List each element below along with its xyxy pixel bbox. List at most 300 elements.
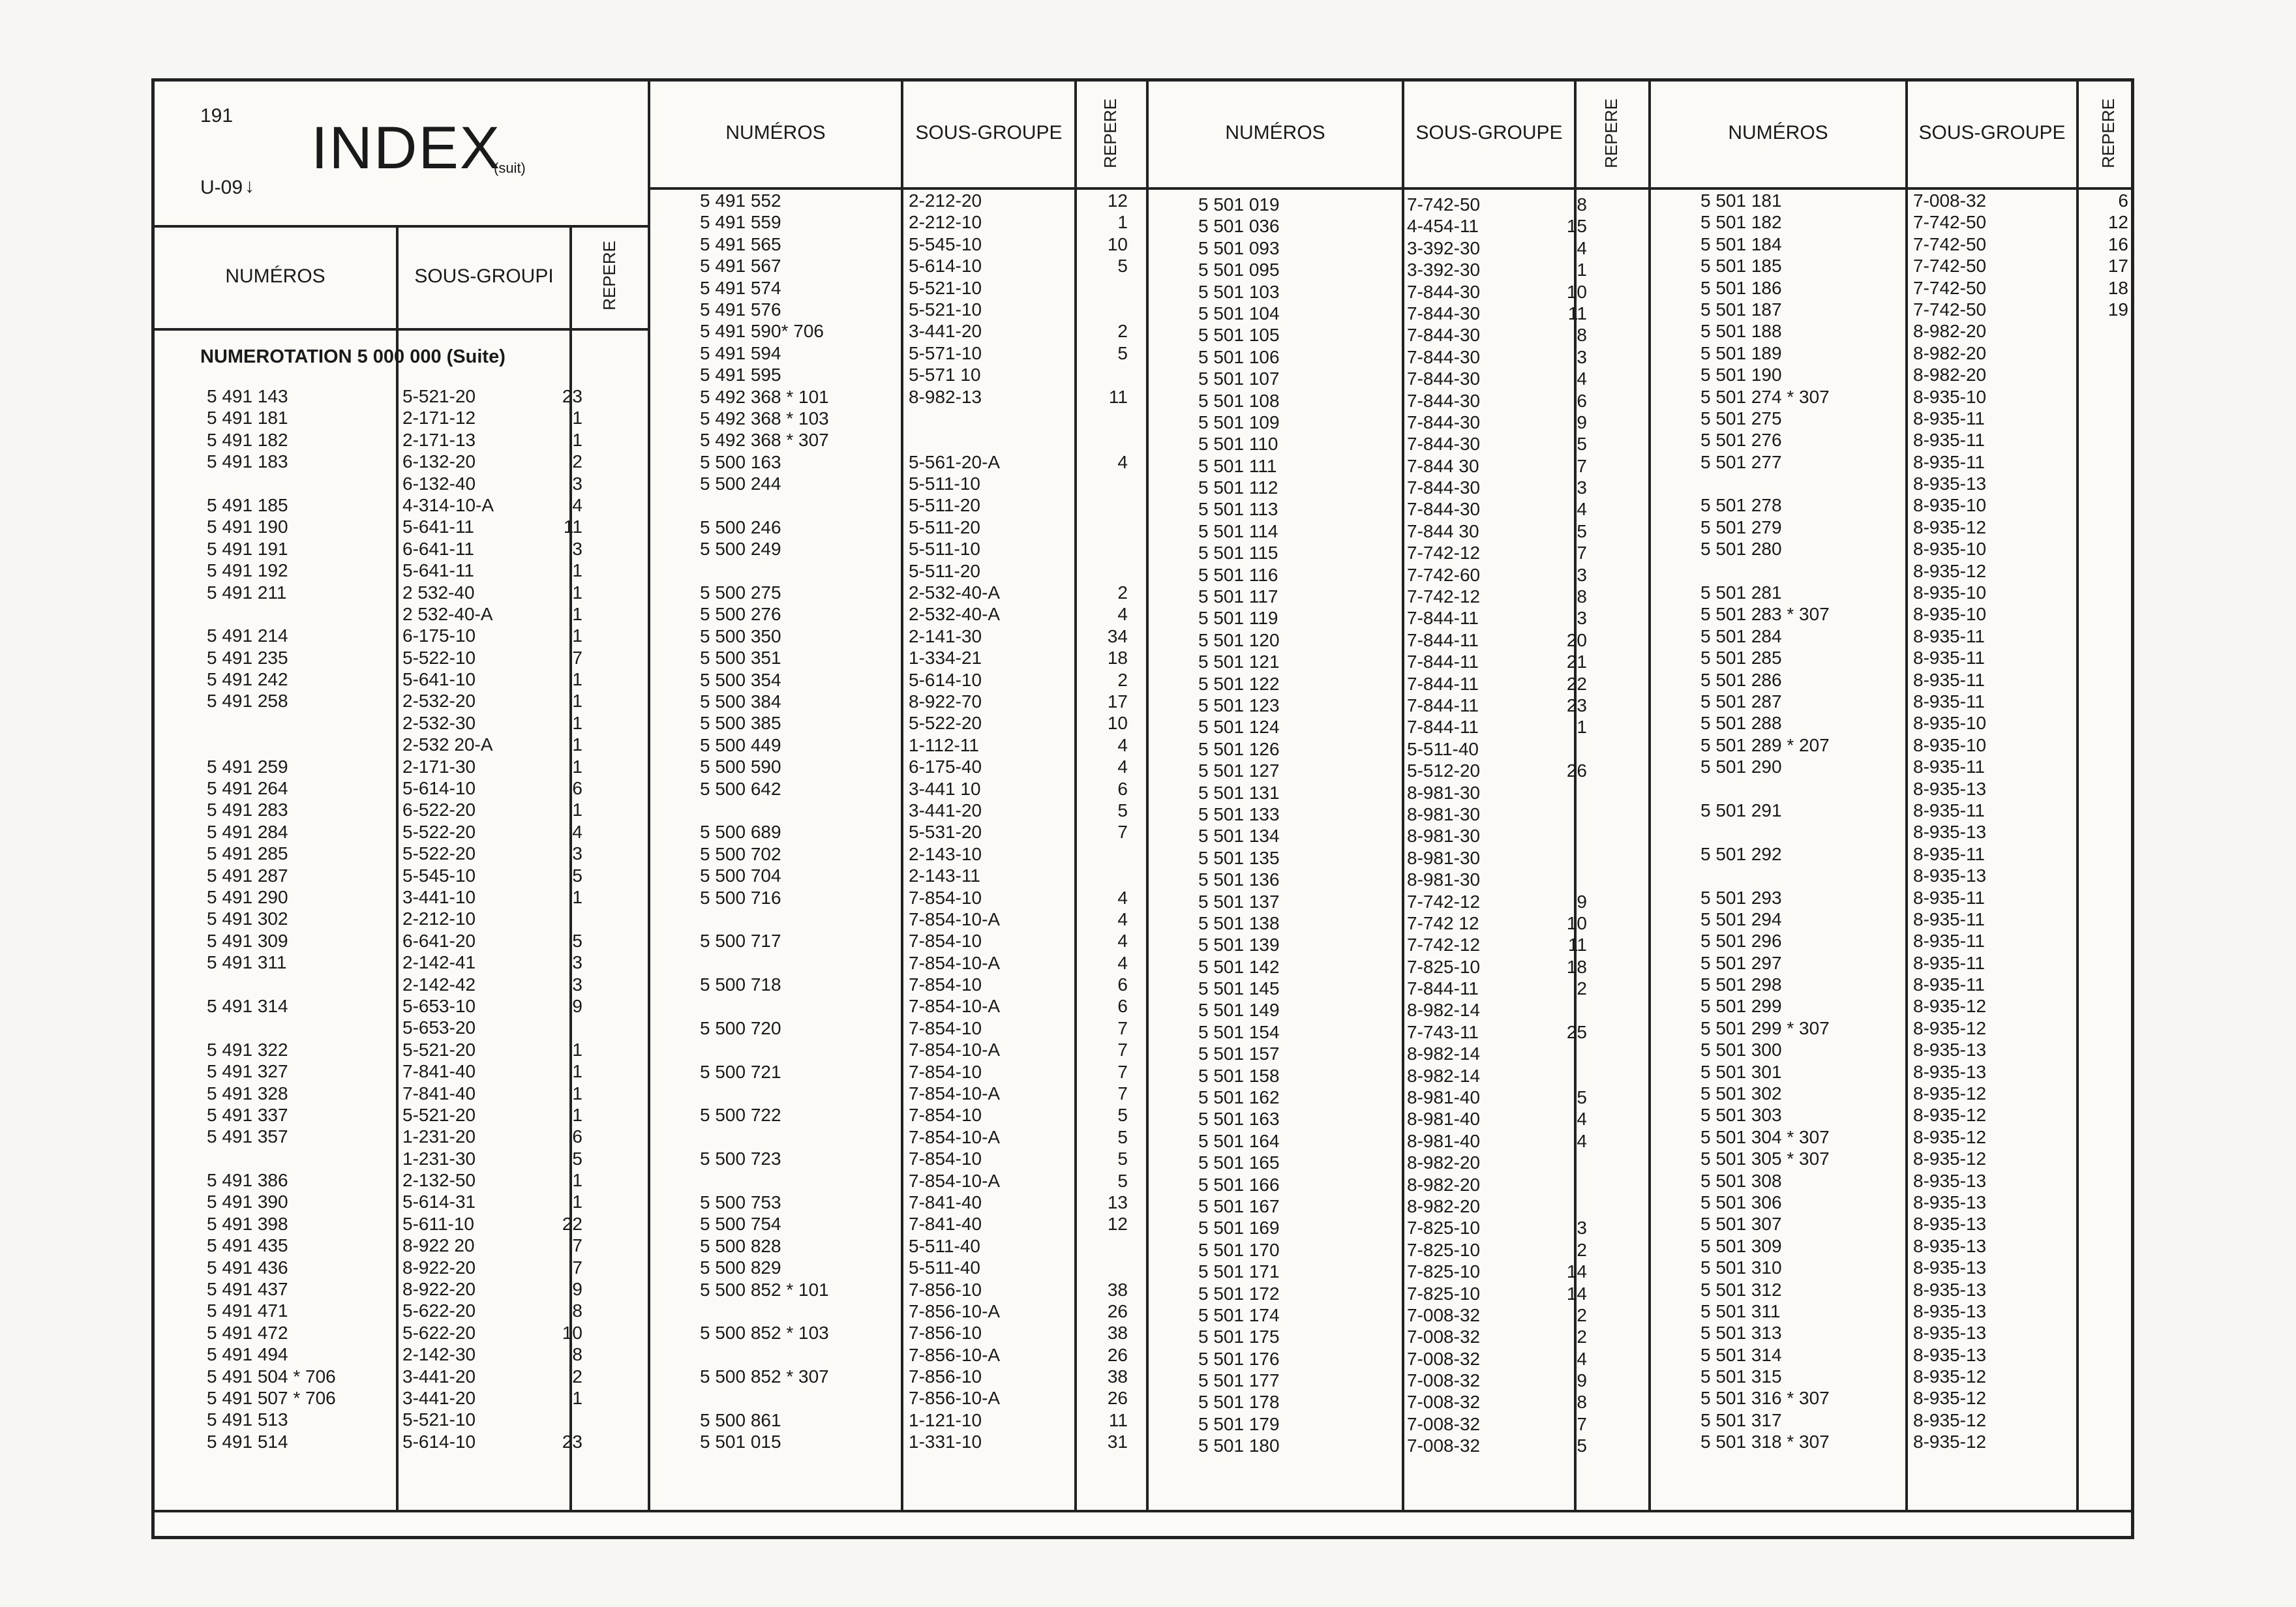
sub-group: 7-008-32 (1407, 1370, 1481, 1391)
part-number: 5 501 275 (1700, 408, 1782, 428)
index-row (1648, 1322, 2137, 1344)
index-row (1648, 1235, 2137, 1257)
sub-group: 3-392-30 (1407, 260, 1481, 280)
index-row (1648, 603, 2137, 625)
repere: 10 (1107, 713, 1128, 734)
part-number: 5 501 281 (1700, 582, 1782, 603)
part-number: 5 501 123 (1198, 695, 1280, 715)
repere: 23 (562, 1431, 582, 1452)
index-row (1146, 455, 1648, 477)
sub-group: 7-008-32 (1913, 190, 1987, 211)
sub-group: 7-844-11 (1407, 652, 1479, 672)
part-number: 5 501 288 (1700, 713, 1782, 734)
part-number: 5 500 689 (700, 822, 781, 843)
part-number: 5 501 108 (1198, 390, 1280, 411)
sub-group: 8-935-12 (1913, 996, 1987, 1017)
index-row (1146, 1370, 1648, 1391)
repere: 7 (572, 647, 582, 668)
repere: 3 (1577, 1218, 1587, 1239)
repere: 4 (1117, 757, 1128, 777)
sub-group: 7-844-30 (1407, 368, 1481, 389)
sub-group: 7-008-32 (1407, 1435, 1481, 1456)
part-number: 5 501 095 (1198, 260, 1280, 280)
index-row (1648, 1366, 2137, 1387)
sub-group: 8-935-11 (1913, 800, 1986, 820)
index-row (648, 517, 1146, 538)
part-number: 5 501 278 (1700, 495, 1782, 516)
repere: 3 (572, 473, 582, 494)
repere: 15 (1566, 216, 1587, 237)
index-row (155, 560, 648, 581)
sub-group: 5-641-10 (402, 669, 476, 690)
part-number: 5 491 565 (700, 233, 781, 254)
index-row (1648, 255, 2137, 277)
part-number: 5 501 312 (1700, 1279, 1782, 1300)
part-number: 5 501 111 (1198, 455, 1277, 476)
index-row (1648, 1192, 2137, 1213)
repere: 3 (1577, 608, 1587, 629)
index-row (1648, 800, 2137, 821)
sub-group: 7-742-12 (1407, 543, 1481, 563)
part-number: 5 491 214 (207, 625, 288, 646)
sub-group: 2-532-40-A (909, 582, 1001, 603)
repere: 1 (572, 712, 582, 733)
sub-group: 7-008-32 (1407, 1327, 1481, 1347)
part-number: 5 492 368 * 103 (700, 408, 829, 428)
sub-group: 7-844-30 (1407, 499, 1481, 520)
repere: 22 (562, 1213, 582, 1234)
repere: 11 (1108, 386, 1128, 407)
repere: 4 (572, 821, 582, 842)
index-row (1648, 1017, 2137, 1039)
part-number: 5 491 594 (700, 342, 781, 363)
repere: 1 (572, 1387, 582, 1408)
index-row (1648, 1344, 2137, 1366)
index-list (1146, 194, 1648, 1457)
repere: 8 (572, 1344, 582, 1365)
sub-group: 7-844-11 (1407, 673, 1479, 694)
repere: 6 (1117, 996, 1128, 1017)
sub-group: 8-935-13 (1913, 865, 1987, 886)
repere: 1 (572, 582, 582, 603)
sub-group: 5-653-10 (402, 995, 476, 1016)
column-header-repere: REPERE (599, 241, 619, 310)
part-number: 5 491 259 (207, 756, 288, 777)
sub-group: 2-142-42 (402, 974, 476, 995)
index-row (1146, 934, 1648, 955)
sub-group: 5-614-10 (909, 256, 982, 277)
sub-group: 8-981-30 (1407, 826, 1481, 847)
sub-group: 5-622-20 (402, 1300, 476, 1321)
part-number: 5 491 552 (700, 190, 781, 211)
sub-group: 7-844-30 (1407, 390, 1481, 411)
sub-group: 7-854-10-A (909, 1040, 1001, 1060)
sub-group: 8-981-40 (1407, 1130, 1481, 1151)
index-sheet (151, 78, 2134, 1539)
repere: 1 (572, 603, 582, 624)
index-row (1648, 386, 2137, 408)
repere: 9 (1577, 412, 1587, 432)
part-number: 5 491 471 (207, 1300, 288, 1321)
repere: 4 (1577, 499, 1587, 520)
repere: 1 (572, 429, 582, 450)
part-number: 5 501 284 (1700, 625, 1782, 646)
index-row (1648, 778, 2137, 800)
sub-group: 8-982-14 (1407, 1044, 1481, 1064)
index-row (648, 995, 1146, 1017)
sub-group: 5-611-10 (402, 1213, 475, 1234)
part-number: 5 501 279 (1700, 517, 1782, 537)
repere: 1 (572, 1192, 582, 1212)
part-number: 5 501 172 (1198, 1283, 1280, 1304)
sub-group: 8-922-70 (909, 691, 982, 712)
part-number: 5 501 306 (1700, 1192, 1782, 1212)
part-number: 5 491 143 (207, 386, 288, 406)
repere: 1 (572, 1039, 582, 1060)
sub-group: 5-641-11 (402, 560, 475, 581)
part-number: 5 500 852 * 307 (700, 1366, 829, 1387)
part-number: 5 500 244 (700, 473, 781, 494)
part-number: 5 501 124 (1198, 717, 1280, 738)
sub-group: 8-981-30 (1407, 847, 1481, 868)
index-row (155, 1409, 648, 1430)
sub-group: 5-561-20-A (909, 451, 1001, 472)
part-number: 5 501 291 (1700, 800, 1782, 820)
index-row (155, 494, 648, 516)
part-number: 5 491 504 * 706 (207, 1366, 336, 1387)
index-row (1648, 211, 2137, 233)
index-row (155, 1387, 648, 1409)
part-number: 5 501 296 (1700, 931, 1782, 952)
part-number: 5 501 131 (1198, 782, 1280, 803)
page-title-suffix: (suit) (494, 160, 526, 176)
repere: 4 (1577, 237, 1587, 258)
sub-group: 7-854-10 (909, 1149, 982, 1169)
sub-group: 2-132-50 (402, 1170, 476, 1191)
repere: 38 (1107, 1366, 1128, 1387)
sub-group: 8-982-20 (1913, 342, 1987, 363)
sub-group: 7-742-50 (1913, 212, 1987, 233)
repere: 7 (572, 1235, 582, 1256)
index-row (155, 1300, 648, 1321)
repere: 7 (1117, 1040, 1128, 1060)
index-row (155, 1017, 648, 1038)
part-number: 5 500 723 (700, 1149, 781, 1169)
repere: 26 (1107, 1344, 1128, 1365)
repere: 9 (1577, 1370, 1587, 1391)
sub-group: 8-982-20 (1913, 321, 1987, 342)
index-row (648, 582, 1146, 603)
part-number: 5 501 283 * 307 (1700, 604, 1830, 625)
repere: 1 (572, 1170, 582, 1191)
index-row (1146, 1304, 1648, 1326)
part-number: 5 501 119 (1198, 608, 1278, 629)
index-row (648, 1257, 1146, 1278)
repere: 1 (572, 1061, 582, 1082)
repere: 9 (572, 1279, 582, 1300)
sub-group: 7-008-32 (1407, 1348, 1481, 1369)
repere: 8 (1577, 1392, 1587, 1413)
repere: 11 (1567, 935, 1587, 955)
index-row (155, 385, 648, 407)
repere: 38 (1107, 1323, 1128, 1344)
index-row (155, 1235, 648, 1256)
sub-group: 8-982-20 (1407, 1152, 1481, 1173)
column-header-numeros: NUMÉROS (1225, 122, 1325, 143)
part-number: 5 491 191 (207, 538, 288, 559)
part-number: 5 501 304 * 307 (1700, 1126, 1830, 1147)
index-row (648, 952, 1146, 974)
repere: 5 (572, 930, 582, 951)
index-row (648, 560, 1146, 582)
part-number: 5 492 368 * 307 (700, 430, 829, 451)
index-row (648, 712, 1146, 734)
part-number: 5 491 590* 706 (700, 321, 824, 342)
index-row (1648, 1409, 2137, 1431)
index-row (1146, 607, 1648, 629)
index-row (155, 974, 648, 995)
sub-group: 7-856-10 (909, 1279, 982, 1300)
part-number: 5 491 190 (207, 517, 288, 537)
index-row (155, 843, 648, 864)
sub-group: 2 532-40-A (402, 603, 493, 624)
sub-group: 8-935-10 (1913, 734, 1987, 755)
sub-group: 8-935-12 (1913, 1105, 1987, 1126)
index-row (1648, 1387, 2137, 1409)
sub-group: 5-511-10 (909, 473, 981, 494)
repere: 9 (1577, 891, 1587, 912)
part-number: 5 501 165 (1198, 1152, 1280, 1173)
sub-group: 1-112-11 (909, 734, 979, 755)
repere: 5 (1577, 520, 1587, 541)
sub-group: 8-935-12 (1913, 1017, 1987, 1038)
part-number: 5 491 494 (207, 1344, 288, 1365)
index-row (155, 1366, 648, 1387)
column-header-numeros: NUMÉROS (725, 122, 826, 143)
index-row (155, 1278, 648, 1300)
index-row (1648, 1170, 2137, 1192)
repere: 10 (1566, 912, 1587, 933)
sub-group: 7-854-10 (909, 1061, 982, 1082)
repere: 12 (1107, 1214, 1128, 1235)
page-number: 191 (200, 105, 234, 127)
part-number: 5 501 298 (1700, 974, 1782, 995)
repere: 3 (572, 843, 582, 864)
part-number: 5 501 309 (1700, 1235, 1782, 1256)
index-row (648, 364, 1146, 385)
part-number: 5 491 559 (700, 212, 781, 233)
repere: 8 (572, 1300, 582, 1321)
index-row (648, 233, 1146, 255)
sub-group: 8-935-13 (1913, 1257, 1987, 1278)
sub-group: 7-856-10-A (909, 1300, 1001, 1321)
index-row (1146, 760, 1648, 781)
part-number: 5 501 126 (1198, 738, 1280, 759)
sub-group: 6-641-11 (402, 538, 475, 559)
sub-group: 7-742-12 (1407, 891, 1481, 912)
sub-group: 5-522-20 (909, 713, 982, 734)
part-number: 5 501 181 (1700, 190, 1782, 211)
sub-group: 8-935-12 (1913, 560, 1987, 581)
index-row (648, 843, 1146, 865)
sub-group: 2-171-30 (402, 756, 476, 777)
part-number: 5 491 290 (207, 886, 288, 907)
sub-group: 8-982-20 (1407, 1195, 1481, 1216)
index-row (1648, 342, 2137, 364)
index-row (1146, 1217, 1648, 1239)
sub-group: 8-981-40 (1407, 1087, 1481, 1108)
part-number: 5 501 154 (1198, 1021, 1280, 1042)
part-number: 5 501 289 * 207 (1700, 734, 1830, 755)
sub-group: 5-522-20 (402, 843, 476, 864)
repere: 18 (1107, 648, 1128, 668)
index-row (155, 603, 648, 625)
sub-group: 8-935-13 (1913, 1344, 1987, 1365)
index-row (155, 712, 648, 734)
part-number: 5 501 115 (1198, 543, 1278, 563)
index-row (648, 821, 1146, 843)
repere: 7 (572, 1257, 582, 1278)
index-row (648, 1279, 1146, 1300)
part-number: 5 491 514 (207, 1431, 288, 1452)
index-row (155, 1322, 648, 1344)
index-row (1146, 586, 1648, 607)
sub-group: 8-935-12 (1913, 1149, 1987, 1169)
part-number: 5 501 292 (1700, 843, 1782, 864)
index-row (1146, 651, 1648, 672)
sub-group: 5-522-20 (402, 821, 476, 842)
sub-group: 7-854-10 (909, 974, 982, 995)
repere: 3 (1577, 346, 1587, 367)
sub-group: 7-742-50 (1913, 233, 1987, 254)
index-list (648, 190, 1146, 1453)
sub-group: 8-935-13 (1913, 1061, 1987, 1082)
repere: 7 (1117, 822, 1128, 843)
part-number: 5 501 142 (1198, 956, 1280, 977)
repere: 5 (1577, 1087, 1587, 1108)
part-number: 5 501 107 (1198, 368, 1280, 389)
repere: 38 (1107, 1279, 1128, 1300)
part-number: 5 491 322 (207, 1039, 288, 1060)
index-row (648, 451, 1146, 473)
sub-group: 7-841-40 (402, 1061, 476, 1082)
part-number: 5 501 280 (1700, 539, 1782, 560)
sub-group: 7-844-30 (1407, 303, 1481, 323)
part-number: 5 501 313 (1700, 1323, 1782, 1344)
part-number: 5 500 449 (700, 734, 781, 755)
index-row (1146, 1087, 1648, 1108)
part-number: 5 491 181 (207, 408, 288, 428)
index-row (155, 1060, 648, 1082)
index-row (155, 1431, 648, 1452)
repere: 7 (1117, 1061, 1128, 1082)
part-number: 5 491 183 (207, 451, 288, 472)
index-row (648, 909, 1146, 930)
part-number: 5 500 385 (700, 713, 781, 734)
repere: 2 (1577, 1327, 1587, 1347)
part-number: 5 491 574 (700, 277, 781, 298)
index-row (1146, 564, 1648, 586)
index-row (1146, 1065, 1648, 1087)
part-number: 5 501 134 (1198, 826, 1280, 847)
index-row (648, 865, 1146, 886)
sub-group: 7-844-30 (1407, 325, 1481, 346)
sub-group: 5-521-10 (909, 299, 982, 320)
index-row (1648, 887, 2137, 909)
index-row (1648, 756, 2137, 777)
index-row (1146, 695, 1648, 716)
sub-group: 3-441-20 (909, 321, 982, 342)
repere: 4 (1117, 952, 1128, 973)
repere: 4 (1577, 1109, 1587, 1130)
sub-group: 7-854-10 (909, 887, 982, 908)
sub-group: 8-935-12 (1913, 1126, 1987, 1147)
repere: 5 (572, 1148, 582, 1169)
part-number: 5 491 284 (207, 821, 288, 842)
index-row (1146, 891, 1648, 912)
part-number: 5 501 019 (1198, 194, 1280, 215)
index-row (1146, 324, 1648, 346)
sub-group: 7-856-10-A (909, 1388, 1001, 1409)
repere: 3 (572, 974, 582, 995)
repere: 2 (1117, 582, 1128, 603)
header-rule (155, 225, 648, 228)
part-number: 5 501 015 (700, 1432, 781, 1452)
index-row (648, 800, 1146, 821)
part-number: 5 500 829 (700, 1257, 781, 1278)
part-number: 5 500 718 (700, 974, 781, 995)
sub-group: 4-314-10-A (402, 494, 494, 515)
part-number: 5 501 310 (1700, 1257, 1782, 1278)
repere: 1 (572, 1104, 582, 1125)
sub-group: 5-521-20 (402, 1039, 476, 1060)
sub-group: 8-935-13 (1913, 1279, 1987, 1300)
part-number: 5 491 398 (207, 1213, 288, 1234)
sub-group: 8-935-10 (1913, 582, 1987, 603)
repere: 1 (572, 1083, 582, 1104)
index-row (648, 691, 1146, 712)
sub-group: 8-935-11 (1913, 691, 1986, 712)
part-number: 5 501 105 (1198, 325, 1280, 346)
sub-group: 5-521-10 (402, 1409, 476, 1430)
sub-group: 8-935-12 (1913, 1432, 1987, 1452)
repere: 6 (572, 1126, 582, 1147)
index-row (648, 429, 1146, 451)
index-row (648, 647, 1146, 668)
index-row (155, 451, 648, 472)
sub-group: 8-982-20 (1913, 365, 1987, 385)
sub-group: 5-511-10 (909, 539, 981, 560)
index-row (648, 473, 1146, 494)
part-number: 5 501 308 (1700, 1170, 1782, 1191)
index-row (648, 734, 1146, 756)
index-row (1146, 1043, 1648, 1064)
index-row (1146, 1348, 1648, 1370)
index-row (1146, 412, 1648, 433)
column-header-sous-groupe: SOUS-GROUPE (1918, 122, 2066, 143)
sub-group: 7-008-32 (1407, 1392, 1481, 1413)
part-number: 5 501 311 (1700, 1300, 1781, 1321)
part-number: 5 500 717 (700, 931, 781, 952)
sub-group: 2-212-10 (909, 212, 982, 233)
index-row (1648, 408, 2137, 429)
sub-group: 7-825-10 (1407, 1218, 1481, 1239)
part-number: 5 500 753 (700, 1192, 781, 1212)
sub-group: 7-844-11 (1407, 978, 1479, 999)
part-number: 5 501 114 (1198, 520, 1278, 541)
repere: 1 (572, 691, 582, 712)
repere: 14 (1566, 1283, 1587, 1304)
